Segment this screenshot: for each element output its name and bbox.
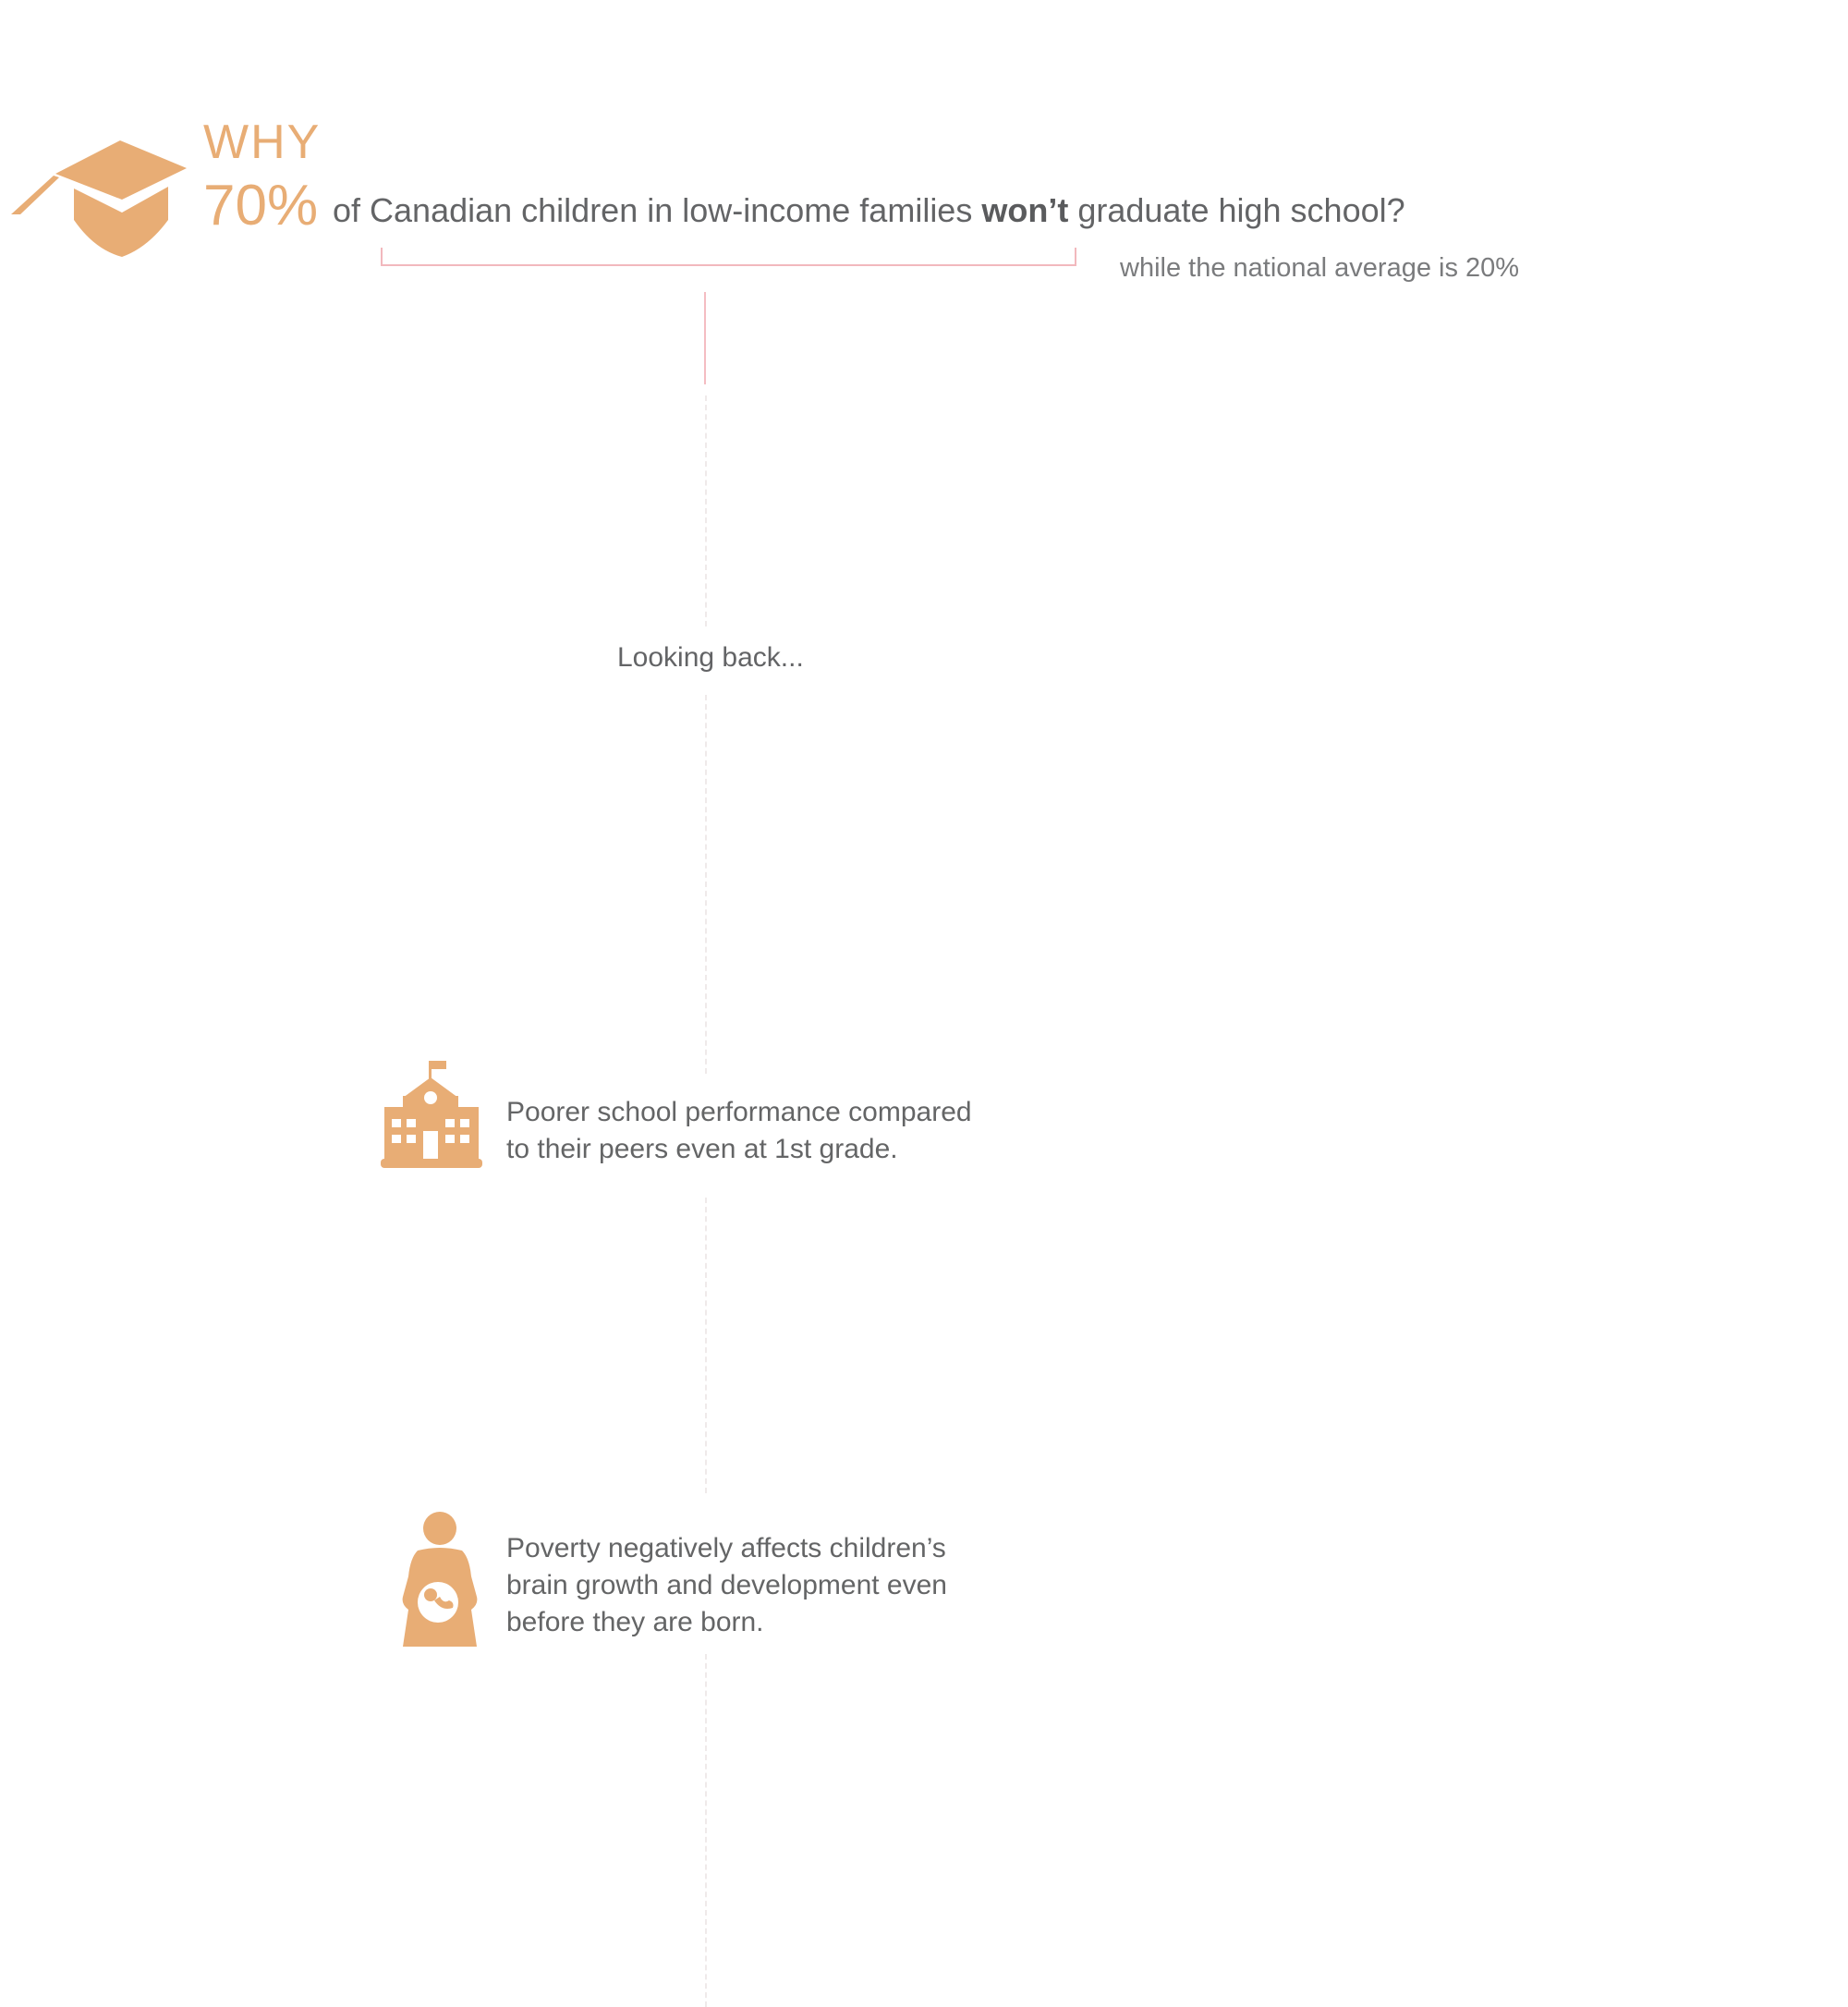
timeline-dashed-line	[705, 1654, 707, 2007]
headline-question	[333, 190, 1405, 231]
headline-why: WHY	[203, 116, 322, 169]
school-icon	[381, 1061, 482, 1168]
item-text-line: brain growth and development even	[506, 1570, 947, 1600]
timeline-dashed-line	[705, 695, 707, 1074]
timeline-dashed-line	[705, 1198, 707, 1493]
looking-back-label: Looking back...	[617, 642, 804, 673]
timeline-item-prenatal	[506, 1530, 1098, 1641]
item-text-line: Poorer school performance compared	[506, 1097, 972, 1127]
item-text-line: to their peers even at 1st grade.	[506, 1134, 898, 1164]
question-emphasis: won’t	[981, 191, 1069, 229]
graduation-cap-icon	[11, 137, 196, 259]
bracket-connector	[381, 248, 1076, 266]
headline-percent: 70%	[203, 174, 319, 237]
pregnant-woman-icon	[397, 1512, 482, 1647]
item-text-line: before they are born.	[506, 1607, 764, 1637]
timeline-dashed-line	[705, 395, 707, 626]
timeline-item-school	[506, 1094, 1098, 1168]
question-start: of Canadian children in low-income families	[333, 191, 973, 229]
item-text-line: Poverty negatively affects children’s	[506, 1533, 946, 1563]
question-end: graduate high school?	[1077, 191, 1405, 229]
timeline-stem	[704, 292, 706, 384]
national-average-note: while the national average is 20%	[1120, 253, 1520, 283]
